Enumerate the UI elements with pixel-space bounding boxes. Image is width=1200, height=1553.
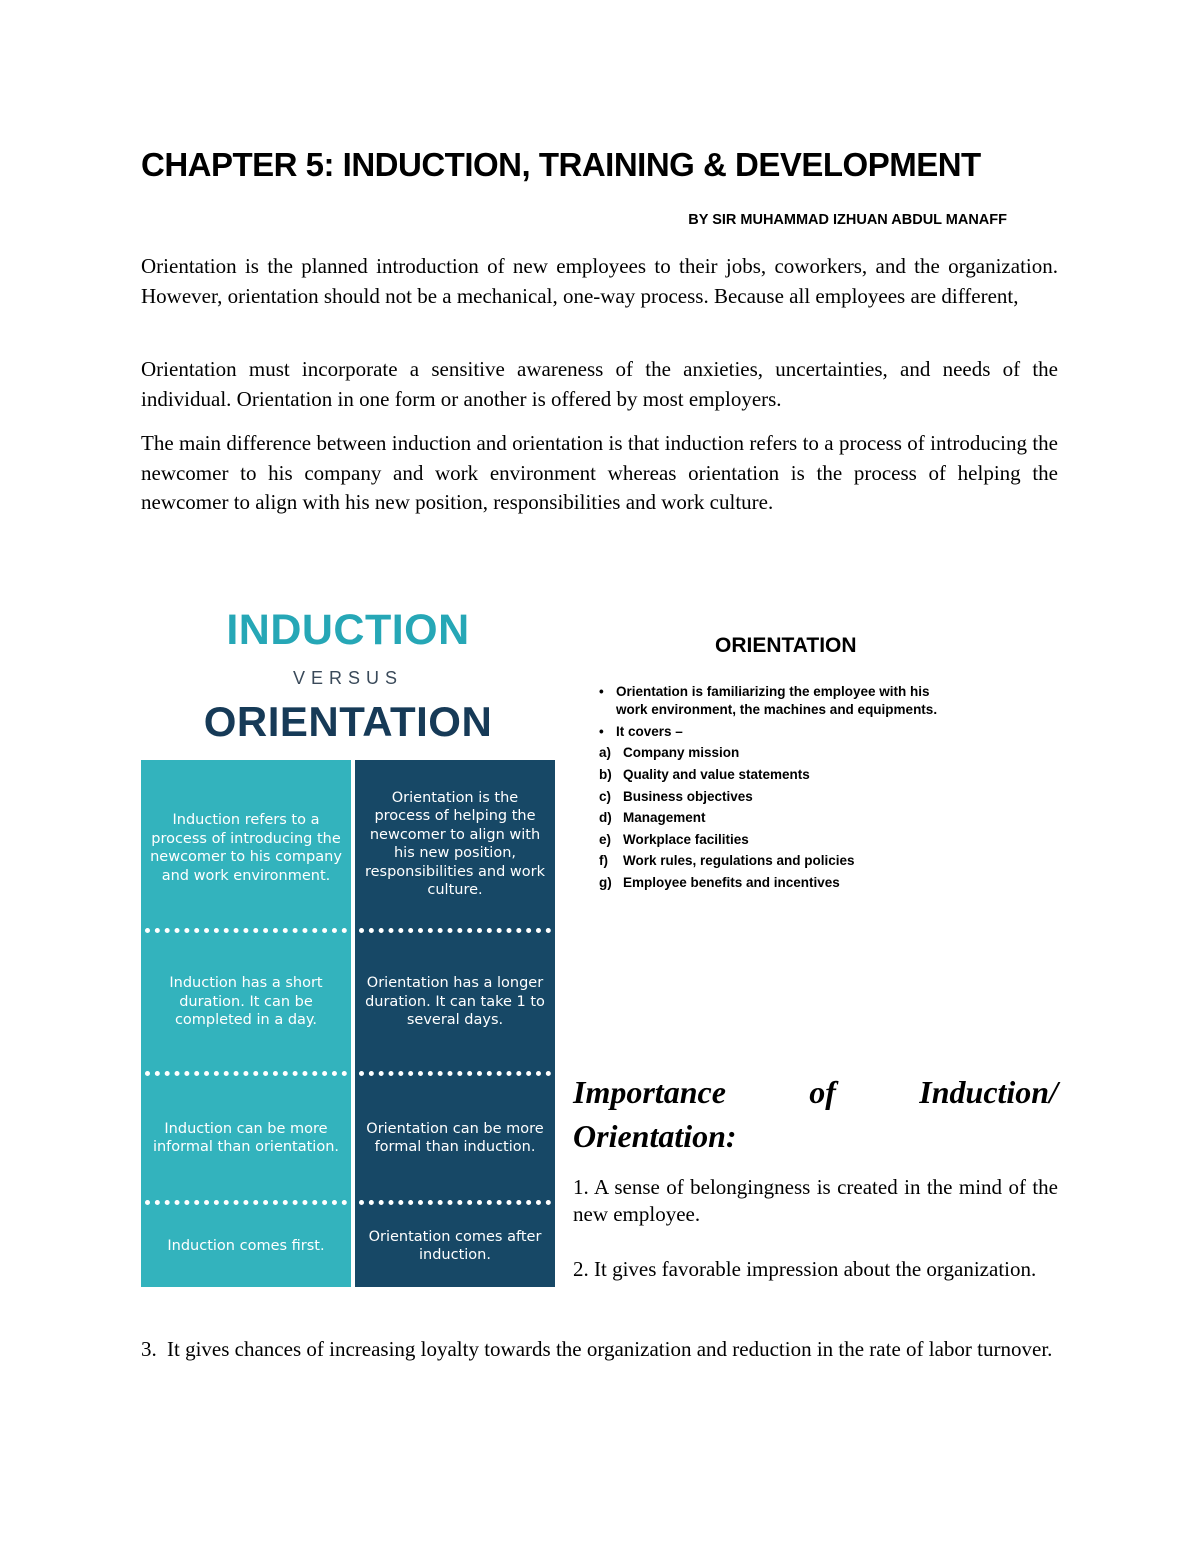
importance-point-3-text: It gives chances of increasing loyalty towards the organization and reduction in the rate of labor turnover. <box>167 1337 1053 1361</box>
paragraph-difference: The main difference between induction and orientation is that induction refers to a process of introducing the newcomer to his company and work environment whereas orientation is the process of helping the newcomer to align with his new position, responsibilities and work culture. <box>141 431 1058 514</box>
orientation-list-item: f) Work rules, regulations and policies <box>599 853 855 868</box>
orientation-cell: Orientation has a longer duration. It can take 1 to several days. <box>365 975 545 1029</box>
orientation-list-item: g) Employee benefits and incentives <box>599 875 840 890</box>
orientation-list-item: b) Quality and value statements <box>599 767 810 782</box>
importance-heading <box>573 1070 1058 1158</box>
orientation-cell: Orientation can be more formal than induction. <box>366 1120 544 1155</box>
paragraph-orientation-definition: Orientation is the planned introduction of new employees to their jobs, coworkers, and the organization. However, orientation should not be a mechanical, one-way process. Because all employees are different, <box>141 254 1058 308</box>
induction-cell: Induction refers to a process of introducing the newcomer to his company and work environment. <box>150 812 342 884</box>
orientation-bullet-1-continued: work environment, the machines and equipments. <box>616 702 938 717</box>
orientation-bullet-2 <box>599 724 683 739</box>
paragraph-orientation-awareness: Orientation must incorporate a sensitive awareness of the anxieties, uncertainties, and needs of the individual. Orientation in one form or another is offered by most employers. <box>141 357 1058 411</box>
importance-point-3 <box>141 1336 1058 1363</box>
orientation-cell: Orientation is the process of helping the newcomer to align with his new position, responsibilities and work culture. <box>364 789 546 898</box>
induction-cell: Induction can be more informal than orientation. <box>152 1120 340 1155</box>
importance-heading-line2: Orientation: <box>573 1118 737 1154</box>
importance-point-2: 2. It gives favorable impression about the organization. <box>573 1257 1037 1281</box>
orientation-list-item: c) Business objectives <box>599 789 753 804</box>
orientation-list-item: e) Workplace facilities <box>599 832 749 847</box>
induction-cell: Induction comes first. <box>167 1237 325 1254</box>
chapter-title: CHAPTER 5: INDUCTION, TRAINING & DEVELOPMENT <box>141 146 981 183</box>
importance-point-3-number: 3. <box>141 1337 157 1361</box>
orientation-column <box>355 760 555 1287</box>
orientation-box-title: ORIENTATION <box>715 634 857 657</box>
author-line: BY SIR MUHAMMAD IZHUAN ABDUL MANAFF <box>688 212 1007 228</box>
orientation-list-item: d) Management <box>599 810 706 825</box>
importance-heading-word: of <box>809 1074 836 1110</box>
bullet-icon: • <box>599 724 604 739</box>
infographic-heading-versus: VERSUS <box>292 668 404 688</box>
induction-column <box>141 760 351 1287</box>
importance-point-1: 1. A sense of belongingness is created in the mind of the new employee. <box>573 1175 1058 1226</box>
orientation-cell: Orientation comes after induction. <box>368 1228 542 1263</box>
induction-cell: Induction has a short duration. It can be completed in a day. <box>169 975 323 1029</box>
infographic-heading-orientation: ORIENTATION <box>203 698 493 745</box>
orientation-bullet-text: It covers – <box>616 724 683 739</box>
orientation-list-item: a) Company mission <box>599 745 740 760</box>
importance-heading-word: Importance <box>573 1074 726 1110</box>
orientation-bullet-text: Orientation is familiarizing the employee with his <box>616 684 930 699</box>
orientation-bullet-1 <box>599 684 930 699</box>
importance-heading-word: Induction/ <box>919 1074 1058 1110</box>
bullet-icon: • <box>599 684 604 699</box>
infographic-heading-induction: INDUCTION <box>226 606 470 654</box>
